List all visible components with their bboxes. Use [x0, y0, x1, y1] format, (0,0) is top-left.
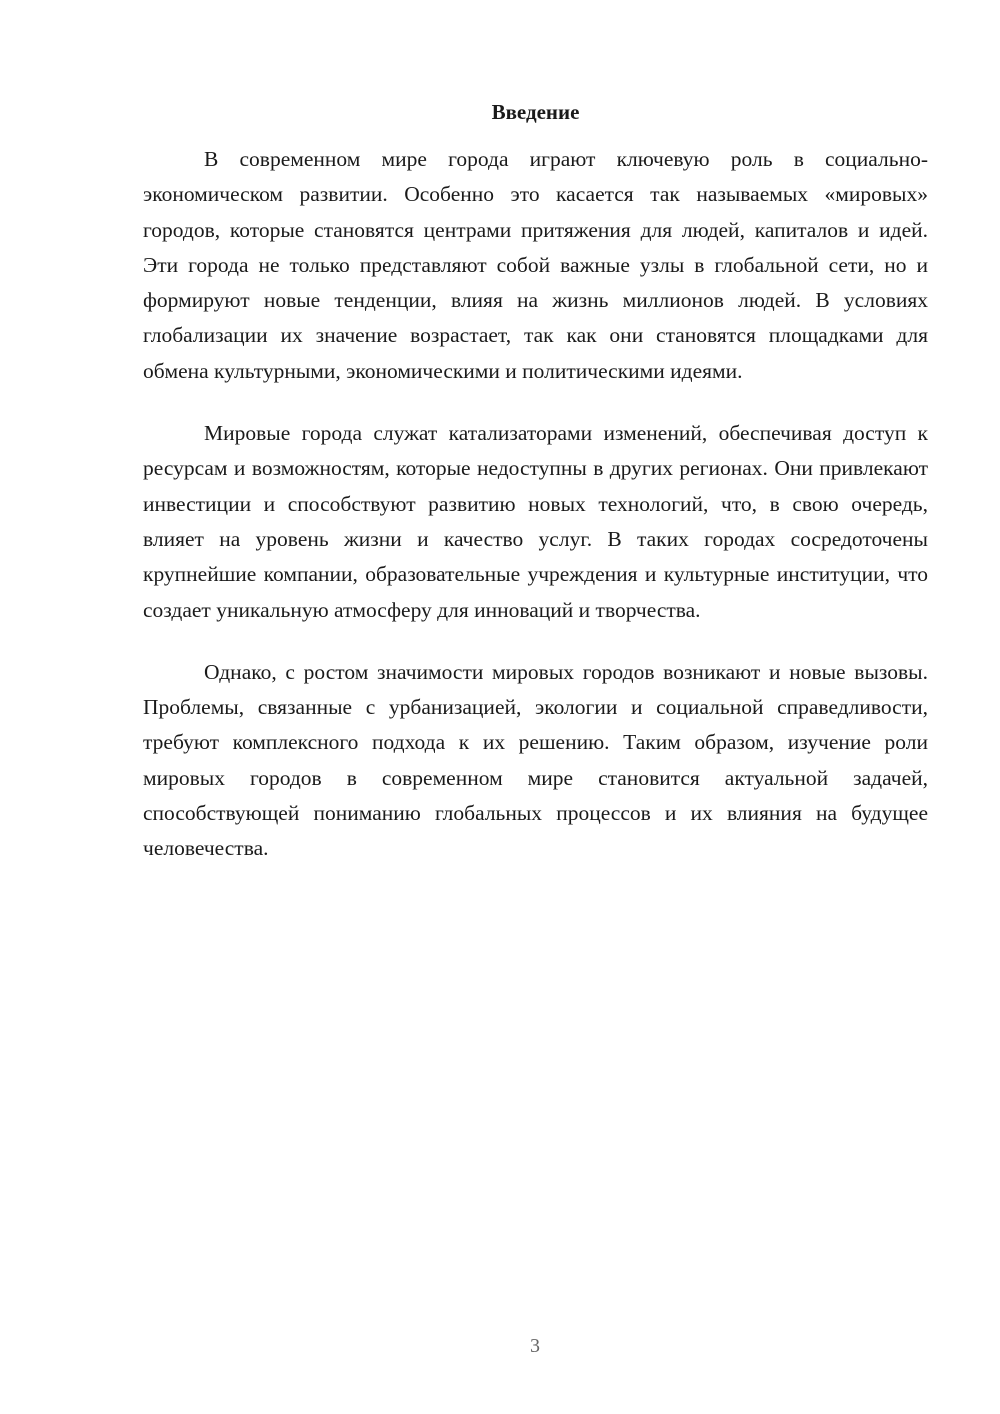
- body-text: [143, 142, 928, 894]
- page-number: 3: [530, 1335, 540, 1357]
- section-title: Введение: [491, 100, 580, 124]
- paragraph-1: В современном мире города играют ключевую роль в социально-экономическом развитии. Особенно это касается так называемых «мировых» городов, которые становятся центрами притяжения для людей, капиталов и идей. Эти города не только представляют собой важные узлы в глобальной сети, но и формируют новые тенденции, влияя на жизнь миллионов людей. В условиях глобализации их значение возрастает, так как они становятся площадками для обмена культурными, экономическими и политическими идеями.: [143, 147, 928, 383]
- paragraph-3: Однако, с ростом значимости мировых городов возникают и новые вызовы. Проблемы, связанные с урбанизацией, экологии и социальной справедливости, требуют комплексного подхода к их решению. Таким образом, изучение роли мировых городов в современном мире становится актуальной задачей, способствующей пониманию глобальных процессов и их влияния на будущее человечества.: [143, 659, 928, 861]
- paragraph-2: Мировые города служат катализаторами изменений, обеспечивая доступ к ресурсам и возможностям, которые недоступны в других регионах. Они привлекают инвестиции и способствуют развитию новых технологий, что, в свою очередь, влияет на уровень жизни и качество услуг. В таких городах сосредоточены крупнейшие компании, образовательные учреждения и культурные институции, что создает уникальную атмосферу для инноваций и творчества.: [143, 421, 928, 622]
